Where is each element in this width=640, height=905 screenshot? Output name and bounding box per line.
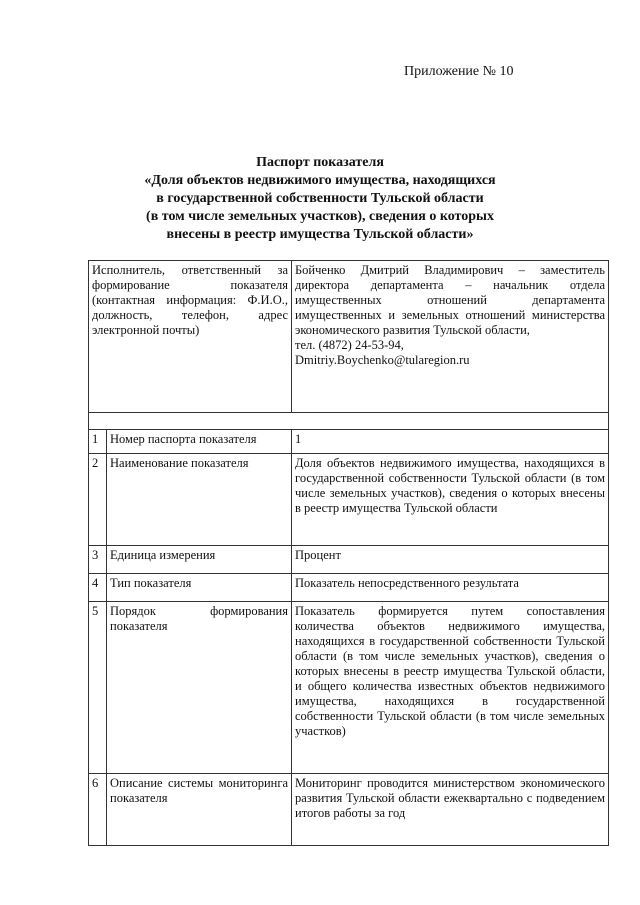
title-line: внесены в реестр имущества Тульской области» <box>166 227 474 242</box>
title-line: «Доля объектов недвижимого имущества, находящихся <box>144 173 496 188</box>
row-value: Процент <box>292 546 609 574</box>
table-row <box>89 430 609 454</box>
row-number: 6 <box>89 774 107 846</box>
row-number: 4 <box>89 574 107 602</box>
document-title <box>120 154 520 244</box>
row-value: Доля объектов недвижимого имущества, находящихся в государственной собственности Тульской области (в том числе земельных участков), сведения о которых внесены в реестр имущества Тульской области <box>292 454 609 546</box>
row-label: Номер паспорта показателя <box>107 430 292 454</box>
table-row <box>89 602 609 774</box>
table-row <box>89 546 609 574</box>
title-line: Паспорт показателя <box>256 155 384 170</box>
table-row <box>89 454 609 546</box>
executor-label: Исполнитель, ответственный за формирование показателя (контактная информация: Ф.И.О., должность, телефон, адрес электронной почты) <box>89 261 292 413</box>
row-label: Тип показателя <box>107 574 292 602</box>
row-number: 2 <box>89 454 107 546</box>
appendix-number: Приложение № 10 <box>404 64 514 79</box>
executor-phone: тел. (4872) 24-53-94, <box>295 338 404 352</box>
row-label: Описание системы мониторинга показателя <box>107 774 292 846</box>
row-value: Мониторинг проводится министерством экономического развития Тульской области ежеквартально с подведением итогов работы за год <box>292 774 609 846</box>
executor-row <box>89 261 609 413</box>
table-row <box>89 774 609 846</box>
executor-email: Dmitriy.Boychenko@tularegion.ru <box>295 353 470 367</box>
row-number: 3 <box>89 546 107 574</box>
row-value: Показатель формируется путем сопоставления количества объектов недвижимого имущества, находящихся в государственной собственности Тульской области (в том числе земельных участков), сведения о которых внесены в реестр имущества Тульской области, и общего количества известных объектов недвижимого имущества, находящихся в государственной собственности Тульской области (в том числе земельных участков) <box>292 602 609 774</box>
row-label: Наименование показателя <box>107 454 292 546</box>
executor-name-position: Бойченко Дмитрий Владимирович – заместитель директора департамента – начальник отдела имущественных отношений департамента имущественных и земельных отношений министерства экономического развития Тульской области, <box>295 263 605 337</box>
row-number: 5 <box>89 602 107 774</box>
executor-value <box>292 261 609 413</box>
title-line: (в том числе земельных участков), сведения о которых <box>146 209 494 224</box>
row-number: 1 <box>89 430 107 454</box>
row-value: Показатель непосредственного результата <box>292 574 609 602</box>
indicator-passport-table <box>88 260 609 846</box>
table-row <box>89 574 609 602</box>
row-label: Порядок формирования показателя <box>107 602 292 774</box>
row-value: 1 <box>292 430 609 454</box>
title-line: в государственной собственности Тульской области <box>156 191 484 206</box>
row-label: Единица измерения <box>107 546 292 574</box>
